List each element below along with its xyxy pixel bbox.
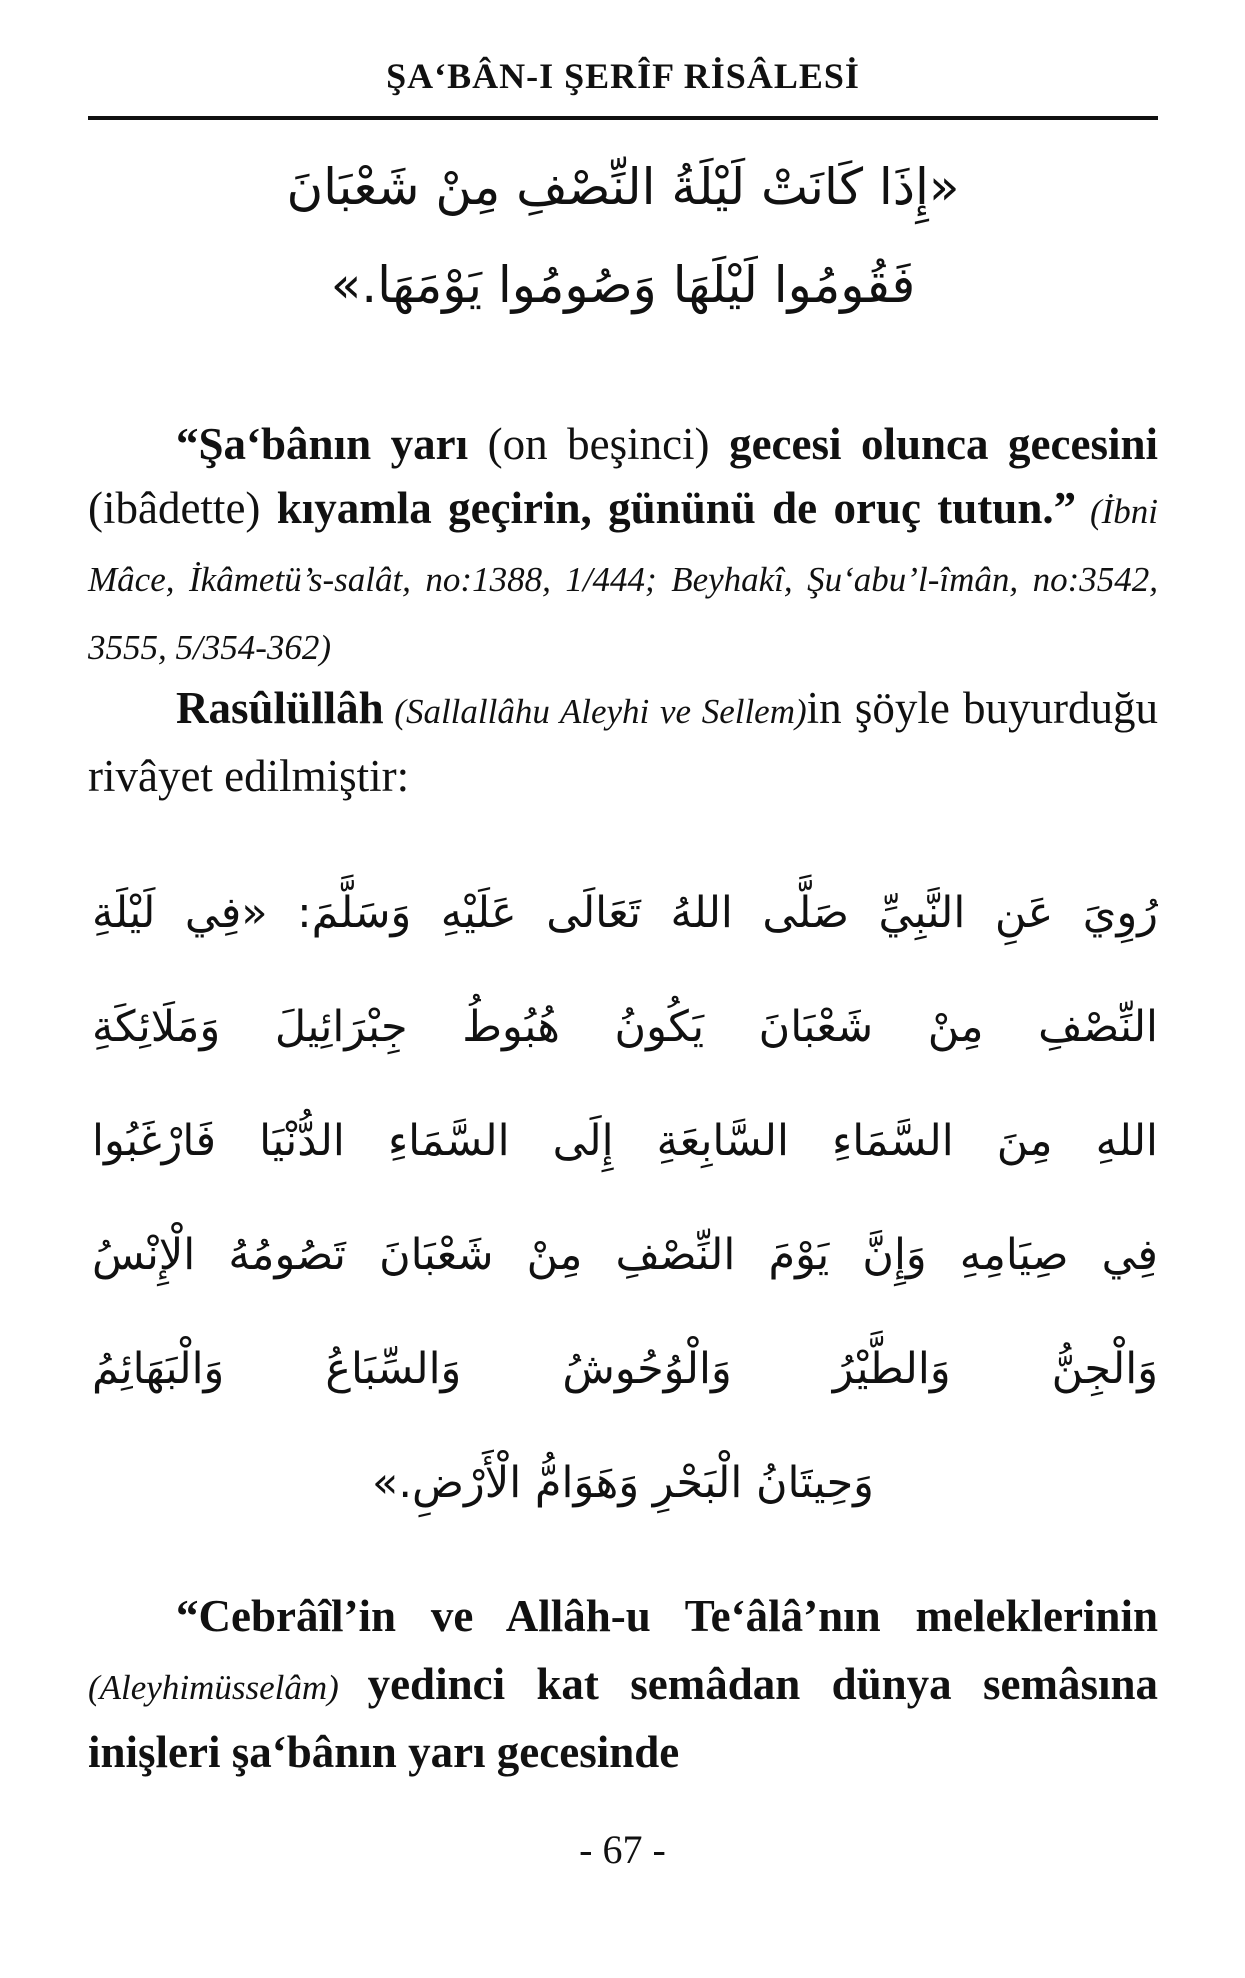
arabic-hadith-1-line-1: «إِذَا كَانَتْ لَيْلَةُ النِّصْفِ مِنْ شَعْبَانَ: [286, 158, 960, 216]
translation-1-bold-b: gecesi olunca gecesini: [729, 419, 1159, 469]
translation-1-bold-c: kıyamla geçirin, gününü de oruç tutun.”: [276, 483, 1077, 533]
prophet-name: Rasûlüllâh: [176, 683, 384, 733]
hadith-citation: (İbni Mâce, İkâmetü’s-salât, no:1388, 1/444; Beyhakî, Şu‘abu’l-îmân, no:3542, 3555, 5/354-362): [88, 492, 1158, 667]
translation-2-bold-b: yedinci kat semâdan dünya semâsına inişleri şa‘bânın yarı gecesinde: [88, 1659, 1158, 1777]
running-header: ŞA‘BÂN-I ŞERÎF RİSÂLESİ: [386, 56, 860, 96]
arabic-hadith-2-line-1: رُوِيَ عَنِ النَّبِيِّ صَلَّى اللهُ تَعَالَى عَلَيْهِ وَسَلَّمَ: «فِي لَيْلَةِ: [92, 888, 1158, 938]
intro-rest: in şöyle buyurduğu rivâyet edilmiştir:: [88, 683, 1158, 801]
translation-1-normal-b: (ibâdette): [88, 483, 277, 533]
arabic-hadith-2-line-2: النِّصْفِ مِنْ شَعْبَانَ يَكُونُ هُبُوطُ جِبْرَائِيلَ وَمَلَائِكَةِ: [92, 1002, 1158, 1052]
translation-2-italic: (Aleyhimüsselâm): [88, 1668, 368, 1707]
arabic-hadith-2-line-6: وَحِيتَانُ الْبَحْرِ وَهَوَامُّ الْأَرْضِ.»: [372, 1458, 874, 1508]
translation-1-bold-a: “Şa‘bânın yarı: [176, 419, 469, 469]
intro-paragraph: [88, 676, 1158, 808]
arabic-hadith-2-line-3: اللهِ مِنَ السَّمَاءِ السَّابِعَةِ إِلَى السَّمَاءِ الدُّنْيَا فَارْغَبُوا: [92, 1116, 1158, 1166]
honorific: (Sallallâhu Aleyhi ve Sellem): [383, 692, 807, 731]
translation-paragraph-2: [88, 1584, 1158, 1784]
page-number: - 67 -: [579, 1827, 666, 1872]
arabic-hadith-2-line-5: وَالْجِنُّ وَالطَّيْرُ وَالْوُحُوشُ وَالسِّبَاعُ وَالْبَهَائِمُ: [92, 1344, 1158, 1394]
translation-paragraph-1: [88, 412, 1158, 680]
arabic-hadith-2-line-4: فِي صِيَامِهِ وَإِنَّ يَوْمَ النِّصْفِ مِنْ شَعْبَانَ تَصُومُهُ الْإِنْسُ: [92, 1230, 1158, 1280]
arabic-hadith-1-line-2: فَقُومُوا لَيْلَهَا وَصُومُوا يَوْمَهَا.»: [330, 256, 916, 314]
translation-1-normal-a: (on beşinci): [468, 419, 730, 469]
translation-2-bold-a: “Cebrâîl’in ve Allâh-u Te‘âlâ’nın meleklerinin: [176, 1591, 1158, 1641]
header-rule: [88, 116, 1158, 120]
